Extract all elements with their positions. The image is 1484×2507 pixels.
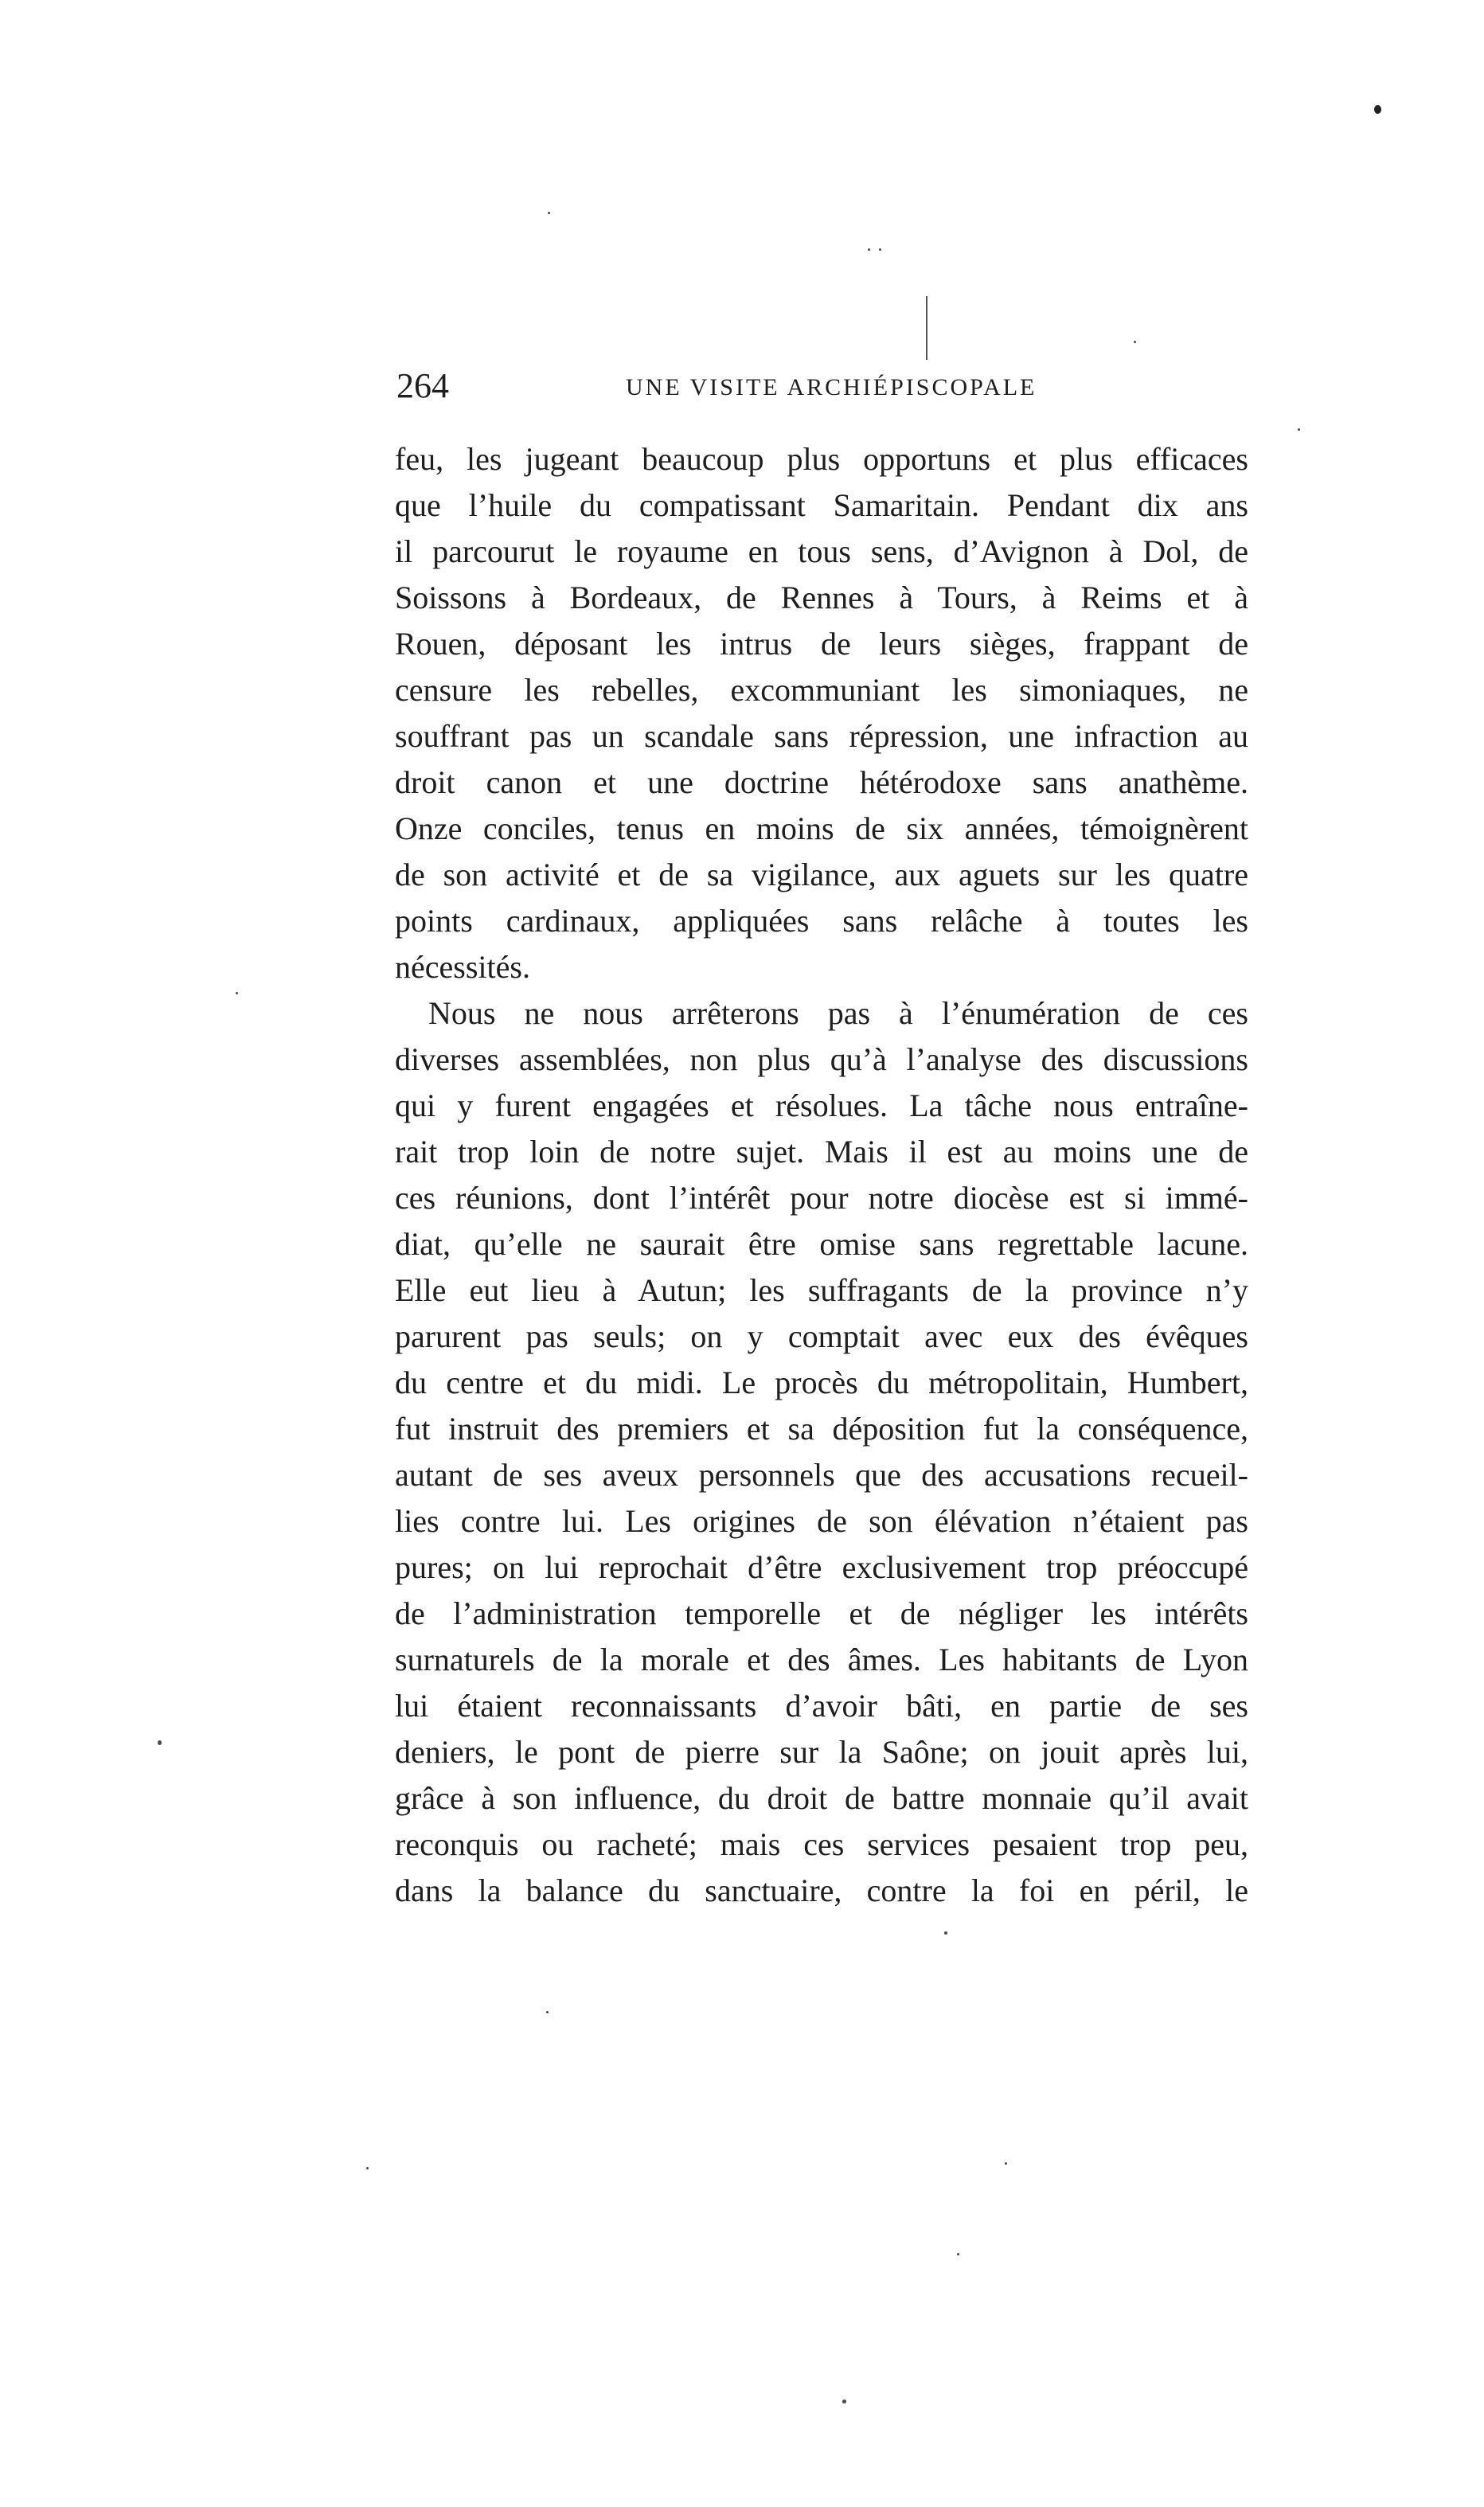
scan-speck (1134, 341, 1136, 343)
text-line: surnaturels de la morale et des âmes. Les habitants de Lyon (395, 1642, 1248, 1677)
text-line: du centre et du midi. Le procès du métropolitain, Humbert, (395, 1365, 1248, 1400)
text-line: diat, qu’elle ne saurait être omise sans regrettable lacune. (395, 1226, 1248, 1262)
text-line: diverses assemblées, non plus qu’à l’analyse des discussions (395, 1041, 1248, 1077)
text-line: lies contre lui. Les origines de son élévation n’étaient pas (395, 1503, 1248, 1539)
text-line: deniers, le pont de pierre sur la Saône; on jouit après lui, (395, 1734, 1248, 1770)
text-line: parurent pas seuls; on y comptait avec eux des évêques (395, 1318, 1248, 1354)
scan-speck (957, 2253, 959, 2255)
text-line: Soissons à Bordeaux, de Rennes à Tours, à Reims et à (395, 580, 1248, 615)
text-line: autant de ses aveux personnels que des accusations recueil- (395, 1457, 1248, 1493)
text-line: de l’administration temporelle et de négliger les intérêts (395, 1595, 1248, 1631)
text-line: dans la balance du sanctuaire, contre la foi en péril, le (395, 1872, 1248, 1908)
text-line: feu, les jugeant beaucoup plus opportuns et plus efficaces (395, 441, 1248, 477)
text-line: censure les rebelles, excommuniant les simoniaques, ne (395, 672, 1248, 708)
scan-speck (1374, 105, 1381, 114)
text-line: lui étaient reconnaissants d’avoir bâti, en partie de ses (395, 1688, 1248, 1724)
running-title: UNE VISITE ARCHIÉPISCOPALE (626, 374, 1037, 400)
scan-speck (1005, 2162, 1007, 2165)
text-line: il parcourut le royaume en tous sens, d’Avignon à Dol, de (395, 533, 1248, 569)
scan-speck (879, 248, 881, 251)
scan-speck (236, 992, 238, 994)
scan-speck (366, 2167, 369, 2169)
scan-speck (1298, 428, 1300, 431)
text-line: ces réunions, dont l’intérêt pour notre diocèse est si immé- (395, 1180, 1248, 1216)
text-line: que l’huile du compatissant Samaritain. Pendant dix ans (395, 487, 1248, 523)
text-line: points cardinaux, appliquées sans relâche à toutes les (395, 903, 1248, 939)
scan-speck (868, 248, 870, 251)
text-line: qui y furent engagées et résolues. La tâche nous entraîne- (395, 1088, 1248, 1123)
paragraph-2 (395, 990, 1248, 1914)
text-line: rait trop loin de notre sujet. Mais il est au moins une de (395, 1134, 1248, 1170)
scan-speck (546, 2011, 549, 2013)
paragraph-1 (395, 436, 1248, 990)
text-line: Onze conciles, tenus en moins de six années, témoignèrent (395, 810, 1248, 846)
scan-speck (944, 1931, 947, 1935)
text-line: pures; on lui reprochait d’être exclusivement trop préoccupé (395, 1549, 1248, 1585)
text-line: nécessités. (395, 949, 530, 985)
text-line: souffrant pas un scandale sans répression, une infraction au (395, 718, 1248, 754)
running-head (396, 362, 1247, 410)
scan-speck (842, 2400, 846, 2404)
body-text (395, 436, 1248, 1914)
text-line: droit canon et une doctrine hétérodoxe sans anathème. (395, 764, 1248, 800)
text-line: Rouen, déposant les intrus de leurs sièges, frappant de (395, 626, 1248, 662)
text-line: Nous ne nous arrêterons pas à l’énumération de ces (428, 995, 1248, 1031)
text-line: de son activité et de sa vigilance, aux aguets sur les quatre (395, 857, 1248, 892)
scan-speck (548, 212, 550, 214)
text-line: Elle eut lieu à Autun; les suffragants de la province n’y (395, 1272, 1248, 1308)
page-number: 264 (396, 366, 449, 405)
text-line: reconquis ou racheté; mais ces services pesaient trop peu, (395, 1826, 1248, 1862)
scan-speck (158, 1740, 162, 1745)
scan-mark (926, 296, 928, 360)
text-line: grâce à son influence, du droit de battre monnaie qu’il avait (395, 1780, 1248, 1816)
text-line: fut instruit des premiers et sa déposition fut la conséquence, (395, 1411, 1248, 1447)
